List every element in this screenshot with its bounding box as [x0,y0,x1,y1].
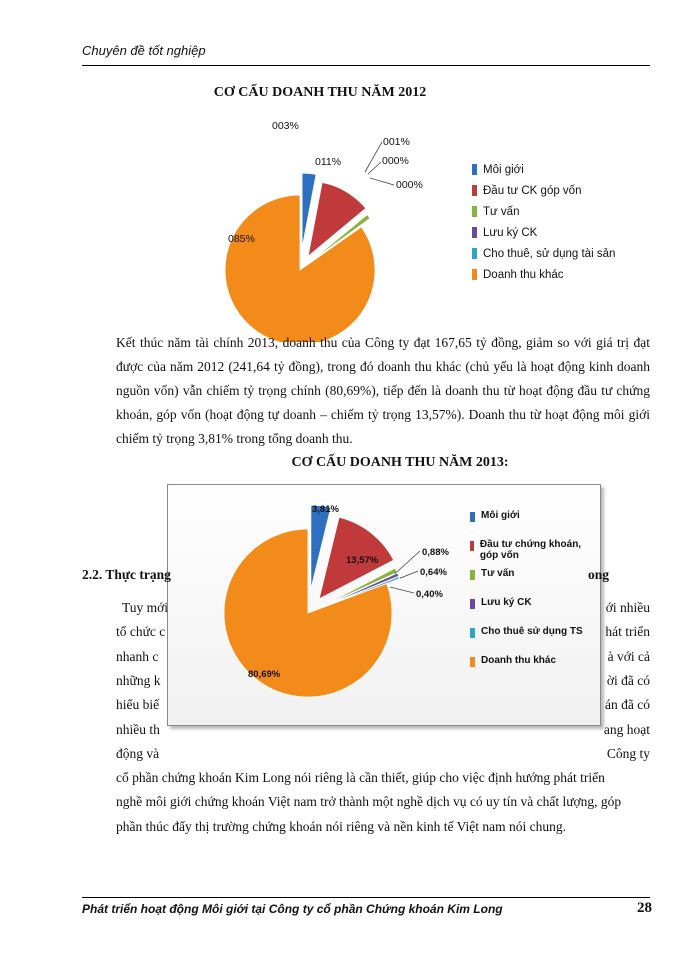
pie-label-5: 0,40% [416,589,443,600]
pie-label-1: 003% [272,120,299,132]
chart2-title: CƠ CẤU DOANH THU NĂM 2013: [291,455,509,470]
chart2-legend-item-6 [470,655,592,684]
section-line-full: nghề môi giới chứng khoán Việt nam trở thành một nghề dịch vụ có uy tín và chất lượng, góp [116,794,622,810]
legend-swatch [470,541,474,551]
legend-label: Cho thuê, sử dụng tài sản [483,247,616,260]
section-line-right: ang hoạt [603,721,650,737]
header-rule [82,65,650,66]
legend-swatch [470,657,475,667]
section-heading: 2.2. Thực trạng [82,567,171,582]
legend-label: Lưu ký CK [483,226,538,239]
pie-label-4: 0,64% [420,567,447,578]
section-line-right: ời đã có [606,672,650,688]
pie-label-2: 011% [315,156,342,168]
chart1-legend-item-2 [472,180,615,201]
section-line-right: à với cả [607,648,650,664]
legend-label: Đầu tư CK góp vốn [483,184,582,197]
chart1-legend-item-5 [472,243,615,264]
section-line-left: nhiều th [116,721,160,737]
section-line-full: phần thúc đẩy thị trường chứng khoán nói riêng và nền kinh tế Việt nam nói chung. [116,818,566,834]
legend-swatch [472,206,477,217]
chart1-legend-item-1 [472,159,615,180]
chart2-legend-item-2 [470,539,592,568]
section-line-left: động và [116,745,160,761]
section-line-left: nhanh c [116,648,159,664]
legend-swatch [470,512,475,522]
leader-line-3 [365,142,382,172]
section-line-right: ới nhiều [605,600,650,615]
paragraph-revenue-2013: Kết thúc năm tài chính 2013, doanh thu của Công ty đạt 167,65 tỷ đồng, giảm so với giá trị đạt được của năm 2012 (241,64 tỷ đồng), trong đó doanh thu khác (chủ yếu là hoạt động kinh doanh nguồn vốn) vẫn chiếm tỷ trọng chính (80,69%), tiếp đến là doanh thu từ hoạt động đầu tư chứng khoán, góp vốn (hoạt động tự doanh – chiếm tỷ trọng 13,57%). Doanh thu từ hoạt động môi giới chiếm tỷ trọng 3,81% trong tổng doanh thu. [116,335,650,446]
legend-label: Lưu ký CK [481,597,532,608]
chart2-legend-item-4 [470,597,592,626]
pie-label-6: 80,69% [248,669,281,680]
section-line-left: hiểu biế [116,697,160,713]
section-line-left: những k [116,672,161,688]
leader-line-5 [390,587,414,593]
pie-label-2: 13,57% [346,555,379,566]
legend-swatch [472,269,477,280]
legend-swatch [470,570,475,580]
legend-swatch [472,185,477,196]
chart2-legend-item-5 [470,626,592,655]
chart1-title: CƠ CẤU DOANH THU NĂM 2012 [213,85,427,100]
pie-label-1: 3,81% [312,504,339,515]
chart2-legend [470,510,592,684]
chart1-legend-item-4 [472,222,615,243]
chart1-legend [472,159,615,285]
legend-label: Môi giới [483,163,524,176]
chart1-legend-item-6 [472,264,615,285]
section-line-right: Công ty [606,745,650,761]
chart1-pie [200,112,460,342]
chart2-pie [168,485,468,723]
section-line-left: tổ chức c [116,624,166,640]
legend-swatch [472,164,477,175]
section-line-right: án đã có [605,697,650,713]
page-number: 28 [637,900,652,916]
legend-label: Tư vấn [483,205,520,218]
footer-text: Phát triển hoạt động Môi giới tại Công ty cổ phần Chứng khoán Kim Long [82,902,503,916]
leader-line-5 [370,178,394,185]
pie-label-3: 001% [383,136,410,148]
footer-rule [82,897,650,898]
chart2-legend-item-1 [470,510,592,539]
pie-label-4: 000% [382,155,409,167]
legend-swatch [472,227,477,238]
chart2-legend-item-3 [470,568,592,597]
legend-swatch [472,248,477,259]
legend-label: Doanh thu khác [483,268,564,281]
legend-label: Tư vấn [481,568,515,579]
pie-label-6: 085% [228,233,255,245]
pie-label-3: 0,88% [422,547,449,558]
pie-label-5: 000% [396,179,423,191]
section-line-right: hát triển [605,624,650,640]
section-line-left: Tuy mới [122,600,169,615]
legend-label: Doanh thu khác [481,655,557,666]
legend-label: Đầu tư chứng khoán, góp vốn [479,539,582,561]
legend-swatch [470,628,475,638]
section-line-full: cổ phần chứng khoán Kim Long nói riêng là cần thiết, giúp cho việc định hướng phát triển [116,770,605,786]
section-heading-right: ong [588,567,610,582]
legend-swatch [470,599,475,609]
header-title: Chuyên đề tốt nghiệp [82,43,206,58]
chart1-legend-item-3 [472,201,615,222]
legend-label: Cho thuê sử dụng TS [481,626,583,637]
legend-label: Môi giới [481,510,520,521]
